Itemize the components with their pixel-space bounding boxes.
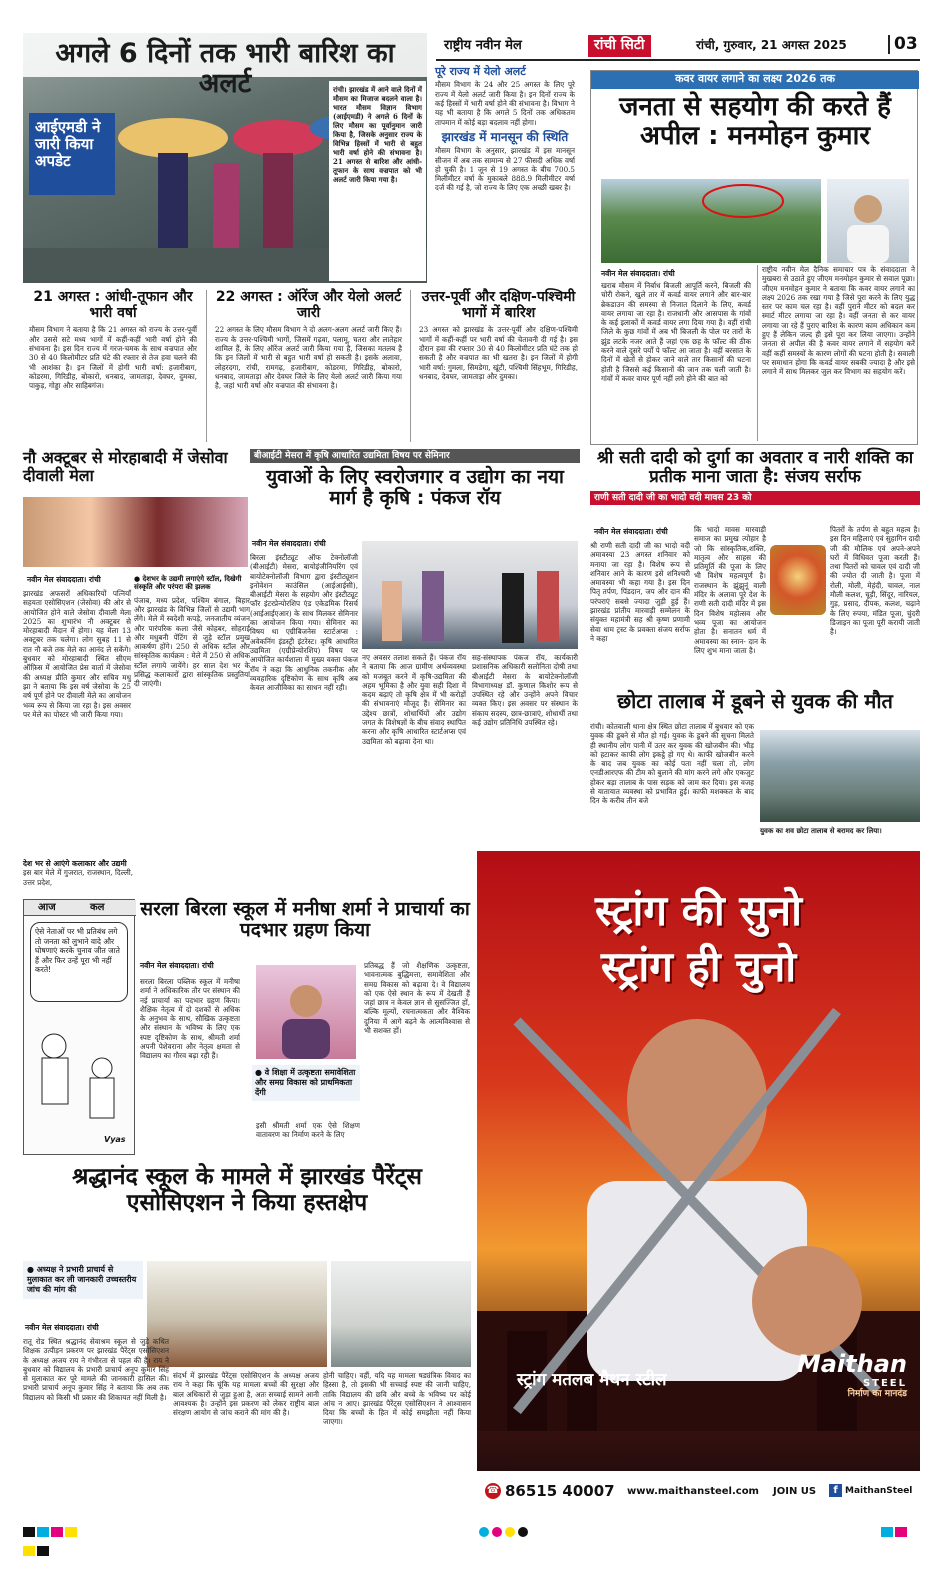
- cover-headline: जनता से सहयोग की करते हैं अपील : मनमोहन कुमार: [619, 92, 891, 152]
- maithan-ad: [477, 851, 920, 1515]
- phone-icon: ☎: [485, 1483, 501, 1499]
- ad-line-1: स्ट्रांग की सुनो: [595, 886, 802, 935]
- parents-byline: नवीन मेल संवाददाता। रांची: [25, 1323, 99, 1332]
- facebook-icon: f: [829, 1484, 842, 1497]
- cover-story: [590, 70, 918, 445]
- person-portrait-icon: [827, 179, 909, 263]
- brand-sub: STEEL: [862, 1377, 907, 1389]
- cartoon-labels: [24, 900, 136, 916]
- parents-story: [23, 1165, 471, 1525]
- sati-kicker: राणी सती दादी जी का भादो वदी मावस 23 को: [590, 491, 920, 505]
- cartoon-label-today: आज: [38, 902, 56, 913]
- weather-col-text: मौसम विभाग ने बताया है कि 21 अगस्त को राज्य के उत्तर-पूर्वी और उससे सटे मध्य भागों में कहीं-कहीं भारी वर्षा होने की संभावना है। इस दिन राज्य में गरज-चमक के साथ वज्रपात और 30 से 40 किलोमीटर प्रति घंटे की रफ्तार से तेज हवा चलने की भी आशंका है। इन जिलों में होगी भारी वर्षा: हजारीबाग, कोडरमा, गिरिडीह, बोकारो, धनबाद, जामताड़ा, देवघर, दुमका, पाकुड़, गोड्डा और साहिबगंज।: [29, 325, 197, 391]
- school-story: [140, 899, 470, 1155]
- drown-photo: [760, 730, 920, 822]
- agri-byline: नवीन मेल संवाददाता। रांची: [252, 539, 326, 548]
- ad-join: JOIN US: [773, 1486, 817, 1497]
- school-byline: नवीन मेल संवाददाता। रांची: [140, 961, 214, 970]
- parents-quote: ● अध्यक्ष ने प्रभारी प्राचार्य से मुलाकात कर ली जानकारी उच्चस्तरीय जांच की मांग की: [23, 1261, 143, 1299]
- fair-col-2: पंजाब, मध्य प्रदेश, पश्चिम बंगाल, बिहार और झारखंड के विभिन्न जिलों से उद्यमी भाग लेंगे। मेले में स्वदेशी कपड़े, जनजातीय व्यंजन और पारंपरिक कला जैसे कोहबर, सोहराई और मधुबनी पेंटिंग से जुड़े स्टॉल प्रमुख आकर्षण होंगे। 250 से अधिक स्टॉल और सांस्कृतिक कार्यक्रम : मेले में 250 से अधिक स्टॉल लगाये जायेंगे। हर साल देश भर के प्रसिद्ध कलाकारों द्वारा सांस्कृतिक प्रस्तुतियां दी जाएंगी।: [134, 595, 250, 689]
- weather-side: [435, 66, 575, 283]
- weather-col-1: [29, 290, 197, 442]
- cover-kicker: कवर वायर लगाने का लक्ष्य 2026 तक: [591, 71, 919, 89]
- weather-inset-text: रांची। झारखंड में आने वाले दिनों में मौसम का मिजाज बदलने वाला है। भारत मौसम विज्ञान विभाग (आईएमडी) ने अगले 6 दिनों के लिए मौसम का पूर्वानुमान जारी किया है, जिसके अनुसार राज्य के विभिन्न हिस्सों में भारी से बहुत भारी वर्षा होने की संभावना है। 21 अगस्त से बारिश और आंधी-तूफान के साथ वज्रपात को भी अलर्ट जारी किया गया है।: [333, 85, 422, 184]
- parents-headline: श्रद्धानंद स्कूल के मामले में झारखंड पैरेंट्स एसोसिएशन ने किया हस्तक्षेप: [72, 1164, 422, 1216]
- weather-story: [23, 33, 427, 283]
- weather-col-text: 22 अगस्त के लिए मौसम विभाग ने दो अलग-अलग अलर्ट जारी किए हैं। राज्य के उत्तर-पश्चिमी भागों, जिसमें गढ़वा, पलामू, चतरा और लातेहार शामिल हैं, के लिए ऑरेंज अलर्ट जारी किया गया है, जिसका मतलब है कि इन जिलों में भारी से बहुत भारी वर्षा हो सकती है। इसके अलावा, लोहरदगा, रांची, रामगढ़, हजारीबाग, कोडरमा, गिरिडीह, बोकारो, धनबाद, जामताड़ा और देवघर जिले के लिए येलो अलर्ट जारी किया गया है, जहां भारी वर्षा और वज्रपात की संभावना है।: [215, 325, 402, 391]
- masthead: [436, 33, 920, 61]
- wire-photo: [601, 179, 821, 263]
- agri-col-1: बिरला इंस्टीट्यूट ऑफ टेक्नोलॉजी (बीआईटी) मेसरा, बायोइंजीनियरिंग एवं बायोटेक्नोलॉजी विभाग द्वारा इंस्टीट्यूशन इनोवेशन काउंसिल (आईआईसी), बीआईटी मेसरा के सहयोग और इंस्टीट्यूट फॉर इंटरप्रेन्योरशिप एंड एकेडमिक रिसर्च (आईआईएआर) के साथ मिलकर सेमिनार का आयोजन किया गया। सेमिनार का विषय था एग्रीबिजनेस स्टार्टअप्स : अवेकनिंग इंडस्ट्री इंटरेस्ट। कृषि आधारित उद्यमिता (एग्रीप्रेन्योरशिप) विषय पर आयोजित कार्यशाला में मुख्य वक्ता पंकज रॉय ने कहा कि आधुनिक तकनीक और व्यवहारिक दृष्टिकोण के साथ कृषि अब केवल आजीविका का साधन नहीं रही।: [250, 553, 358, 693]
- sati-byline: नवीन मेल संवाददाता। रांची: [594, 527, 668, 536]
- manmohan-photo: [827, 179, 909, 263]
- ad-url: www.maithansteel.com: [627, 1486, 759, 1497]
- imd-badge: आईएमडी ने जारी किया अपडेट: [29, 113, 115, 195]
- drown-caption: युवक का शव छोटा तालाब से बरामद कर लिया।: [760, 826, 882, 835]
- parents-photo-2: [331, 1261, 471, 1367]
- fair-subtext: इस बार मेले में गुजरात, राजस्थान, दिल्ली, उत्तर प्रदेश,: [23, 868, 133, 887]
- sati-col-2: कि भादो मावस मारवाड़ी समाज का प्रमुख त्योहार है जो कि सांस्कृतिक,शक्ति, मातृत्व और साहस की प्रतिमूर्ति की पूजा के लिए भी विशेष महत्वपूर्ण है। राजस्थान के झुंझुनूं वाली मंदिर के अलावा पूरे देश के राणी सती दादी मंदिर में इस दिन विशेष महोत्सव और भव्य पूजा का आयोजन होता है। सनातन धर्म में अमावस्या का स्नान- दान के लिए शुभ माना जाता है।: [694, 525, 766, 655]
- parents-col-3: होनी चाहिए। वहीं, यदि यह मामला षड्यंत्रिक विवाद का हिस्सा है, तो इसकी भी सच्चाई स्पष्ट की जानी चाहिए, ताकि विद्यालय की छवि और बच्चे के भविष्य पर कोई आंच न आए। झारखंड पैरेंट्स एसोसिएशन ने आश्वासन दिया कि बच्चों के हित में कोई समझौता नहीं किया जाएगा।: [323, 1371, 471, 1427]
- cover-col-2: राष्ट्रीय नवीन मेल दैनिक समाचार पत्र के संवाददाता ने मुखबरा से उठाते हुए जीएम मनमोहन कुमार से सवाल पूछा। जीएम मनमोहन कुमार ने बताया कि कवर वायर लगाने का लक्ष्य 2026 तक रखा गया है जिसे पूरा करने के लिए युद्ध स्तर पर काम चल रहा है। वहीं पुराने मीटर को बदल कर स्मार्ट मीटर लगाया जा रहा है। वहीं जनता से कर वायर लगाया जा रहे हैं पुराए बारिश के कारण काम अधिकान कम हुए हैं लेकिन जल्द ही इसे पूरा कर लिया जाएगा। उन्होंने जनता से अपील की है कवर वायर लगाने में सहयोग करें वहीं कहीं समस्यों के कारण लोगों की घटना होती है। सवाली पर समाधान होगा कि कवर्ड वायर सबकी ज्यादा है और इसे लगाने में साथ मिलकर जुल कर विभाग का सहयोग करें।: [757, 265, 915, 441]
- monsoon-title: झारखंड में मानसून की स्थिति: [441, 129, 569, 144]
- school-col-1: सरला बिरला पब्लिक स्कूल में मनीषा शर्मा ने अधिकारिक तौर पर संस्थान की नई प्राचार्या का पदभार ग्रहण किया। शैक्षिक नेतृत्व में दो दशकों से अधिक के अनुभव के साथ, सौखिक उत्कृष्टता और संस्थान के भविष्य के लिए एक स्पष्ट दृष्टिकोण के साथ, श्रीमती शर्मा अपनी पेशेवराना और नेतृत्व क्षमता से विद्यालय का गौरव बढ़ा रही हैं।: [140, 977, 240, 1061]
- cartoonist-signature: Vyas: [104, 1135, 126, 1144]
- drown-story: [590, 690, 920, 850]
- section-tag: रांची सिटी: [588, 35, 651, 57]
- weather-col-2: [206, 290, 402, 442]
- maithan-logo: [777, 1351, 907, 1415]
- school-col-2: इसी श्रीमती शर्मा एक ऐसे शिक्षण वातावरण का निर्माण करने के लिए: [256, 1121, 360, 1140]
- ad-contact-bar: [477, 1471, 920, 1515]
- brand-name: Maithan: [796, 1350, 907, 1378]
- weather-col-text: 23 अगस्त को झारखंड के उत्तर-पूर्वी और दक्षिण-पश्चिमी भागों में कहीं-कहीं पर भारी वर्षा की चेतावनी दी गई है। इस दौरान हवा की रफ्तार 30 से 40 किलोमीटर प्रति घंटे तक हो सकती है और वज्रपात का भी खतरा है। इन जिलों में होगी भारी वर्षा: गुमला, सिमडेगा, खूंटी, पश्चिमी सिंहभूम, गिरिडीह, धनबाद, देवघर, जामताड़ा और दुमका।: [419, 325, 578, 381]
- fair-caption: ● देशभर के उद्यमी लगाएंगे स्टॉल, दिखेगी संस्कृति और परंपरा की झलक: [134, 575, 242, 591]
- cartoon-speech-text: ऐसे नेताओं पर भी प्रतिबंध लगे तो जनता को लुभाने वादे और घोषणाएं करके चुनाव जीत जाते हैं और फिर उन्हें पूरा भी नहीं करते!: [35, 927, 120, 974]
- cartoon-figures-illustration: [24, 1006, 136, 1156]
- page-number: 03: [888, 35, 918, 54]
- red-circle-highlight: [601, 179, 821, 263]
- agri-kicker: बीआईटी मेसरा में कृषि आधारित उद्यमिता विषय पर सेमिनार: [250, 449, 580, 463]
- registration-marks: [23, 1522, 920, 1536]
- parents-col-1: रातू रोड स्थित श्रद्धानंद सेवाश्रम स्कूल से जुड़े कथित शिक्षक उत्पीड़न प्रकरण पर झारखंड पैरेंट्स एसोसिएशन के अध्यक्ष अजय राय ने गंभीरता से पहल की है। राय ने बुधवार को विद्यालय के प्रभारी प्राचार्य अनूप कुमार सिंह से मुलाकात कर पूरे मामले की जानकारी हासिल की। प्रभारी प्राचार्य अनूप कुमार सिंह ने बताया कि अब तक विद्यालय को किसी भी प्रकार की शिकायत नहीं मिली है।: [23, 1337, 169, 1402]
- fair-subhead: देश भर से आएंगे कलाकार और उद्यमी: [23, 859, 127, 868]
- manisha-photo: [256, 965, 356, 1059]
- fair-byline: नवीन मेल संवाददाता। रांची: [27, 575, 101, 584]
- seminar-people-illustration: [362, 541, 578, 649]
- cartoon-speech-bubble: [30, 922, 128, 1002]
- school-headline: सरला बिरला स्कूल में मनीषा शर्मा ने प्राचार्या का पदभार ग्रहण किया: [140, 898, 470, 942]
- ad-line-2: स्ट्रांग ही चुनो: [600, 942, 797, 991]
- monsoon-text: मौसम विभाग के अनुसार, झारखंड में इस मानसून सीजन में अब तक सामान्य से 27 फीसदी अधिक वर्षा हो चुकी है। 1 जून से 19 अगस्त के बीच 700.5 मिलीमीटर वर्षा के मुकाबले 888.9 मिलीमीटर वर्षा दर्ज की गई है, जो राज्य के लिए एक अच्छी खबर है।: [435, 146, 575, 193]
- agri-col-3: सह-संस्थापक पंकज रॉय, कार्यकारी प्रशासनिक अधिकारी सलोनिता दोषी तथा बीआईटी मेसरा के बायोटेक्नोलॉजी विभागाध्यक्ष डॉ. कुणाल किशोर रूप से उपस्थित रहे और उन्होंने अपने विचार व्यक्त किए। इस अवसर पर संस्थान के संकाय सदस्य, छात्र-छात्राएं, शोधार्थी तथा कई उद्योग प्रतिनिधि उपस्थित रहे।: [472, 653, 578, 728]
- weather-headline: अगले 6 दिनों तक भारी बारिश का अलर्ट: [23, 33, 427, 77]
- weather-col-title: 21 अगस्त : आंधी-तूफान और भारी वर्षा: [33, 289, 193, 321]
- yellow-alert-text: मौसम विभाग के 24 और 25 अगस्त के लिए पूरे राज्य में येलो अलर्ट जारी किया है। इन दिनों राज्य के कई हिस्सों में भारी वर्षा होने की संभावना है। विभाग ने यह भी बताया है कि अगले 5 दिनों तक अधिकतम तापमान में कोई बड़ा बदलाव नहीं होगा।: [435, 80, 575, 127]
- sati-col-3: पितरों के तर्पण से बहुत महत्व है। इस दिन महिलाएं एवं सुहागिन दादी जी की मौलिक एवं अपने-अपने घरों में विधिवत पूजा करती हैं। तथा पितरों को चावल एवं दादी जी की ज्योत दी जाती है। पूजा में रोली, मोली, मेहंदी, चावल, नाल मौली कलश, चूड़ी, सिंदूर, नारियल, गुड़, प्रसाद, दीपक, कलश, चढ़ाने के लिए रुपया, मंडित पूजा, चुंदरी डिजाइन का पूजा पूरी करायी जाती है।: [830, 525, 920, 637]
- ad-social: MaithanSteel: [845, 1486, 913, 1496]
- agri-col-2: नए अवसर तलाश सकते हैं। पंकज रॉय ने बताया कि आज ग्रामीण अर्थव्यवस्था को मजबूत करने में कृषि-उद्यमिता की अहम भूमिका है और युवा सही दिशा में कदम बढ़ाएं तो कृषि क्षेत्र में भी करोड़ों की संभावनाएं मौजूद हैं। सेमिनार का उद्देश्य छात्रों, शोधार्थियों और उद्योग जगत के विशेषज्ञों के बीच संवाद स्थापित करना और कृषि आधारित स्टार्टअप्स एवं उद्यमिता को बढ़ावा देना था।: [362, 653, 466, 746]
- ad-phone: 86515 40007: [505, 1482, 615, 1500]
- paper-name: राष्ट्रीय नवीन मेल: [444, 38, 522, 53]
- weather-col-title: 22 अगस्त : ऑरेंज और येलो अलर्ट जारी: [215, 289, 402, 321]
- issue-date: रांची, गुरुवार, 21 अगस्त 2025: [696, 38, 847, 52]
- sati-story: [590, 449, 920, 689]
- weather-col-3: [410, 290, 578, 442]
- parents-col-2: संदर्भ में झारखंड पैरेंट्स एसोसिएशन के अध्यक्ष अजय राय ने कहा कि चूंकि यह मामला बच्चों की सुरक्षा और बाल अधिकारों से जुड़ा हुआ है, अतः सच्चाई सामने आनी आवश्यक है। उन्होंने इस प्रकरण को लेकर राष्ट्रीय बाल संरक्षण आयोग से जांच कराने की मांग की है।: [173, 1371, 319, 1418]
- sati-col-1: श्री राणी सती दादी जी का भादो वदी अमावस्या 23 अगस्त शनिवार को मनाया जा रहा है। विशेष रूप से शनिवार आने के कारण इसे शनिश्चरी अमावस्या भी कहा गया है। इस दिन पितृ तर्पण, पिंडदान, जप और दान की परंपराएं सबसे ज्यादा जुड़ी हुई हैं। झारखंड प्रांतीय मारवाड़ी सम्मेलन के संयुक्त महामंत्री सह श्री कृष्ण प्रणामी सेवा धाम ट्रस्ट के प्रवक्ता संजय सर्राफ ने कहा: [590, 541, 690, 643]
- sati-headline: श्री सती दादी को दुर्गा का अवतार व नारी शक्ति का प्रतीक माना जाता है: संजय सर्राफ: [596, 448, 914, 488]
- agri-photo: [362, 541, 578, 649]
- sati-deity-image: [770, 545, 826, 615]
- weather-inset-box: [329, 81, 426, 281]
- drown-headline: छोटा तालाब में डूबने से युवक की मौत: [617, 689, 893, 713]
- drown-text: रांची। कोतवाली थाना क्षेत्र स्थित छोटा तालाब में बुधवार को एक युवक की डूबने से मौत हो गई। युवक के डूबने की सूचना मिलते ही स्थानीय लोग पानी में उतर कर युवक की खोजबीन की। भीड़ को हटाकर काफी लोग इकट्ठे हो गए थे। काफी खोजबीन करने के बाद जब युवक का कोई पता नहीं चला तो, लोग एनडीआरएफ की टीम को बुलाने की मांग करने लगे और एकजुट होकर बड़ा तालाब के पास सड़क को जाम कर दिया। इस वजह से यातायात व्यवस्था को प्रभावित हुई। काफी मशक्कत के बाद दिन के करीब तीन बजे: [590, 722, 754, 806]
- cartoon-label-tomorrow: कल: [90, 902, 105, 913]
- school-quote: ● वे शिक्षा में उत्कृष्टता समावेशिता और समग्र विकास को प्राथमिकता देंगी: [252, 1065, 360, 1101]
- ad-tagline: स्ट्रांग मतलब मैथन स्टील: [517, 1370, 667, 1390]
- fair-photo: [23, 497, 248, 567]
- fair-story-col2: [134, 576, 250, 890]
- fair-subsection: [23, 860, 133, 890]
- parents-photo-1: [147, 1261, 327, 1367]
- school-col-3: प्रतिबद्ध हैं जो शैक्षणिक उत्कृष्टता, भावनात्मक बुद्धिमत्ता, समावेशिता और समग्र विकास को बढ़ावा दे। वे विद्यालय को एक ऐसे स्थान के रूप में देखती हैं जहां छात्र न केवल ज्ञान से सुसज्जित हों, बल्कि मूल्यों, रचनात्मकता और वैश्विक दुनिया में आगे बढ़ने के आत्मविश्वास से भी सशक्त हों।: [364, 961, 470, 1036]
- brand-motto: निर्माण का मानदंड: [847, 1389, 907, 1400]
- agri-story: [250, 449, 580, 894]
- fair-col-1: झारखंड अफसरों अधिकारियों पत्नियाँ सहयता एसोसिएशन (जेसोवा) की ओर से आयोजित होने वाले जेसोवा दीवाली मेला 2025 का शुभारंभ नौ अक्टूबर से मोरहाबादी मैदान में होगा। यह मेला 13 अक्टूबर तक चलेगा। लोग सुबह 11 से रात नौ बजे तक मेले का आनंद ले सकेंगे। बुधवार को मोरहाबादी स्थित सीएम ऑफ़िस में आयोजित प्रेस वार्ता में जेसोवा की अध्यक्ष प्रीति कुमार और सचिव मधु झा ने बताया कि इस वर्ष जेसोवा के 25 वर्ष पूर्ण होने पर दीवाली मेले का आयोजन भव्य रूप से किया जा रहा है। इस अवसर पर मेले का पोस्टर भी जारी किया गया।: [23, 589, 131, 719]
- agri-headline: युवाओं के लिए स्वरोजगार व उद्योग का नया मार्ग है कृषि : पंकज रॉय: [266, 466, 564, 510]
- weather-col-title: उत्तर-पूर्वी और दक्षिण-पश्चिमी भागों में बारिश: [421, 289, 576, 321]
- person-portrait-icon: [256, 965, 356, 1059]
- cover-col-1: खराब मौसम में निर्बाध बिजली आपूर्ति करने, बिजली की चोरी रोकने, खुले तार में कवर्ड वायर लगाने और बार-बार ब्रेकडाउन की समस्या से निजात दिलाने के लिए, कवर्ड वायर लगाया जा रहा है। राजधानी और आसपास के गांवों के कई इलाकों में कवर्ड वायर लगा दिया गया है। वहीं रांची जिले के कुछ गांवों में अब भी बिजली के पोल पर तारों के झुंड लटके नजर आते हैं जहां एक छह के फॉल्ट की ठीक करने वाले दूसरे पर्यों पे फॉल्ट आ जाता है। वहीं बरसात के दिनों में खेतों से होकर जाने वाले तार किसानों की घटना होती है जिससे कई किसानों की जान तक चली जाती है। गांवों में कवर वायर पूर्ण नहीं लगे होने की बात को: [601, 281, 751, 383]
- cartoon: [23, 899, 135, 1155]
- fair-headline: नौ अक्टूबर से मोरहाबादी में जेसोवा दीवाली मेला: [23, 448, 228, 485]
- yellow-alert-title: पूरे राज्य में येलो अलर्ट: [435, 65, 526, 78]
- cover-byline: नवीन मेल संवाददाता। रांची: [601, 269, 675, 278]
